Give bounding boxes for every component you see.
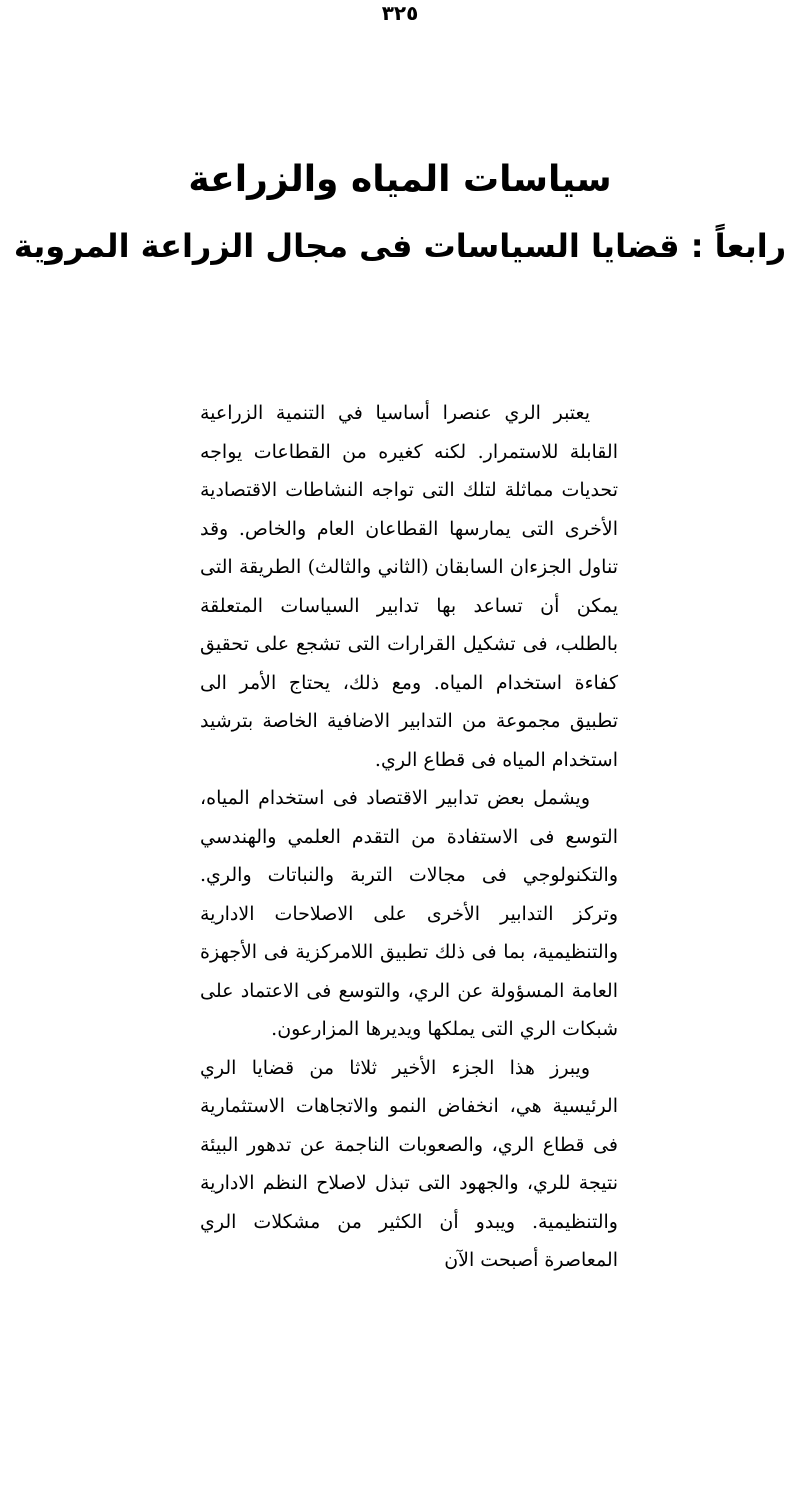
paragraph-2: ويشمل بعض تدابير الاقتصاد فى استخدام المياه، التوسع فى الاستفادة من التقدم العلمي والهندسي والتكنولوجي فى مجالات التربة والنباتات والري. وتركز التدابير الأخرى على الاصلاحات الادارية والتنظيمية، بما فى ذلك تطبيق اللامركزية فى الأجهزة العامة المسؤولة عن الري، والتوسع فى الاعتماد على شبكات الري التى يملكها ويديرها المزارعون.: [200, 787, 618, 1040]
paragraph-1: يعتبر الري عنصرا أساسيا في التنمية الزراعية القابلة للاستمرار. لكنه كغيره من القطاعات يواجه تحديات مماثلة لتلك التى تواجه النشاطات الاقتصادية الأخرى التى يمارسها القطاعان العام والخاص. وقد تناول الجزءان السابقان (الثاني والثالث) الطريقة التى يمكن أن تساعد بها تدابير السياسات المتعلقة بالطلب، فى تشكيل القرارات التى تشجع على تحقيق كفاءة استخدام المياه. ومع ذلك، يحتاج الأمر الى تطبيق مجموعة من التدابير الاضافية الخاصة بترشيد استخدام المياه فى قطاع الري.: [200, 402, 618, 771]
chapter-title: سياسات المياه والزراعة: [188, 159, 612, 200]
paragraph-3: ويبرز هذا الجزء الأخير ثلاثا من قضايا الري الرئيسية هي، انخفاض النمو والاتجاهات الاستثمارية فى قطاع الري، والصعوبات الناجمة عن تدهور البيئة نتيجة للري، والجهود التى تبذل لاصلاح النظم الادارية والتنظيمية. ويبدو أن الكثير من مشكلات الري المعاصرة أصبحت الآن: [200, 1056, 618, 1271]
page-number: ٣٢٥: [381, 1, 419, 25]
section-title: رابعاً : قضايا السياسات فى مجال الزراعة المروية: [13, 227, 787, 265]
body-text: [200, 394, 618, 1280]
